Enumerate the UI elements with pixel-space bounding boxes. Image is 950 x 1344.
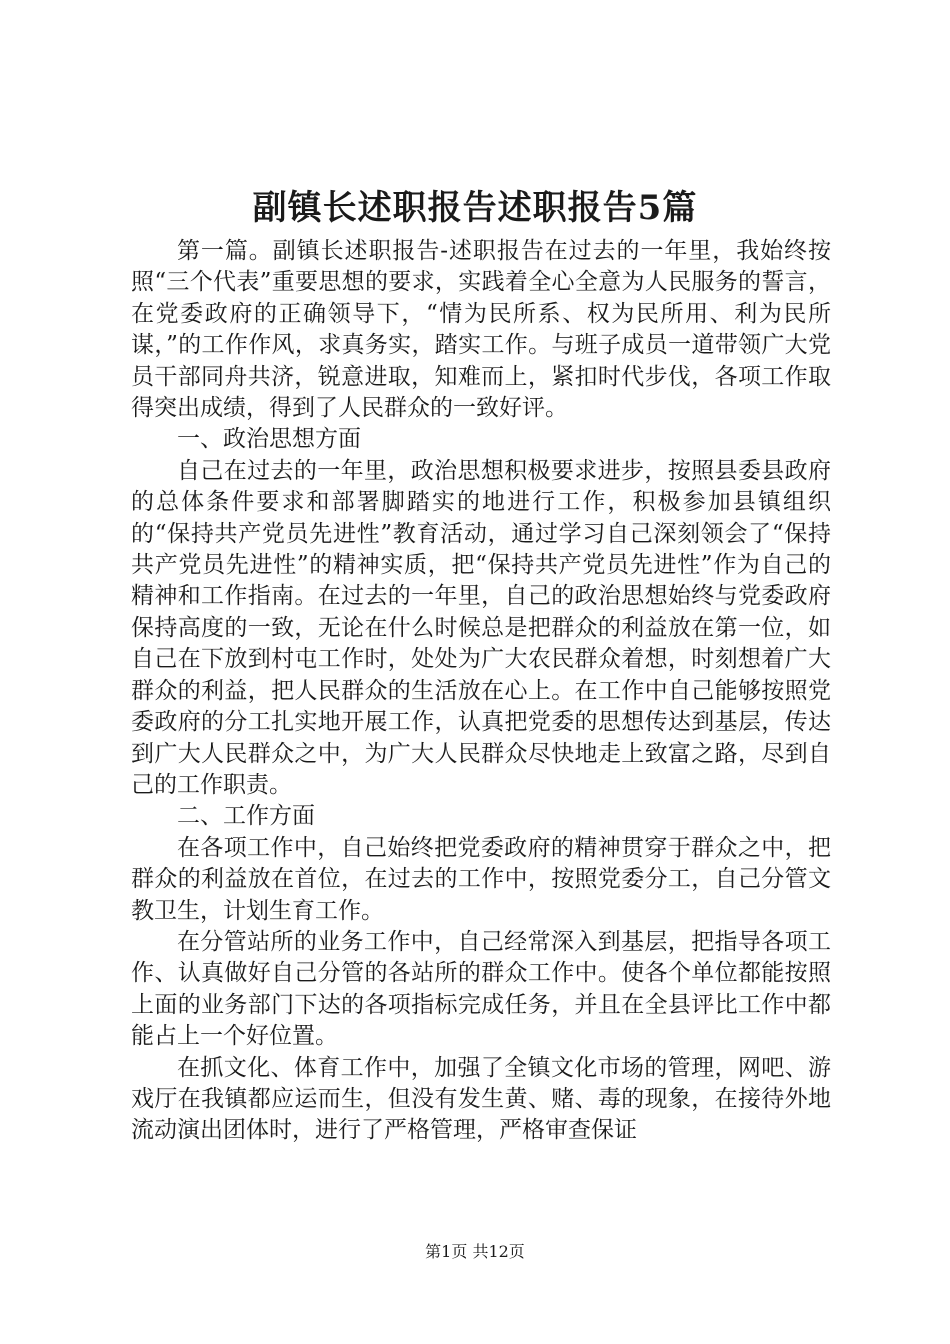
paragraph-work-1: 在各项工作中，自己始终把党委政府的精神贯穿于群众之中，把群众的利益放在首位，在过去的工作中，按照党委分工，自己分管文教卫生，计划生育工作。	[131, 834, 831, 924]
paragraph-politics: 自己在过去的一年里，政治思想积极要求进步，按照县委县政府的总体条件要求和部署脚踏实的地进行工作，积极参加县镇组织的“保持共产党员先进性”教育活动，通过学习自己深刻领会了“保持共产党员先进性”的精神实质，把“保持共产党员先进性”作为自己的精神和工作指南。在过去的一年里，自己的政治思想始终与党委政府保持高度的一致，无论在什么时候总是把群众的利益放在第一位，如自己在下放到村屯工作时，处处为广大农民群众着想，时刻想着广大群众的利益，把人民群众的生活放在心上。在工作中自己能够按照党委政府的分工扎实地开展工作，认真把党委的思想传达到基层，传达到广大人民群众之中，为广大人民群众尽快地走上致富之路，尽到自己的工作职责。	[131, 457, 831, 798]
section-heading-work: 二、工作方面	[177, 803, 315, 830]
document-body	[131, 236, 831, 1147]
page-number-footer: 第1页 共12页	[425, 1242, 525, 1261]
paragraph-intro: 第一篇。副镇长述职报告-述职报告在过去的一年里，我始终按照“三个代表”重要思想的要求，实践着全心全意为人民服务的誓言，在党委政府的正确领导下，“情为民所系、权为民所用、利为民所谋，”的工作作风，求真务实，踏实工作。与班子成员一道带领广大党员干部同舟共济，锐意进取，知难而上，紧扣时代步伐，各项工作取得突出成绩，得到了人民群众的一致好评。	[131, 238, 831, 422]
document-title: 副镇长述职报告述职报告5篇	[252, 188, 698, 228]
section-heading-politics: 一、政治思想方面	[177, 426, 361, 453]
paragraph-work-3: 在抓文化、体育工作中，加强了全镇文化市场的管理，网吧、游戏厅在我镇都应运而生，但没有发生黄、赌、毒的现象，在接待外地流动演出团体时，进行了严格管理，严格审查保证	[131, 1054, 831, 1144]
paragraph-work-2: 在分管站所的业务工作中，自己经常深入到基层，把指导各项工作、认真做好自己分管的各站所的群众工作中。使各个单位都能按照上面的业务部门下达的各项指标完成任务，并且在全县评比工作中都能占上一个好位置。	[131, 928, 831, 1050]
